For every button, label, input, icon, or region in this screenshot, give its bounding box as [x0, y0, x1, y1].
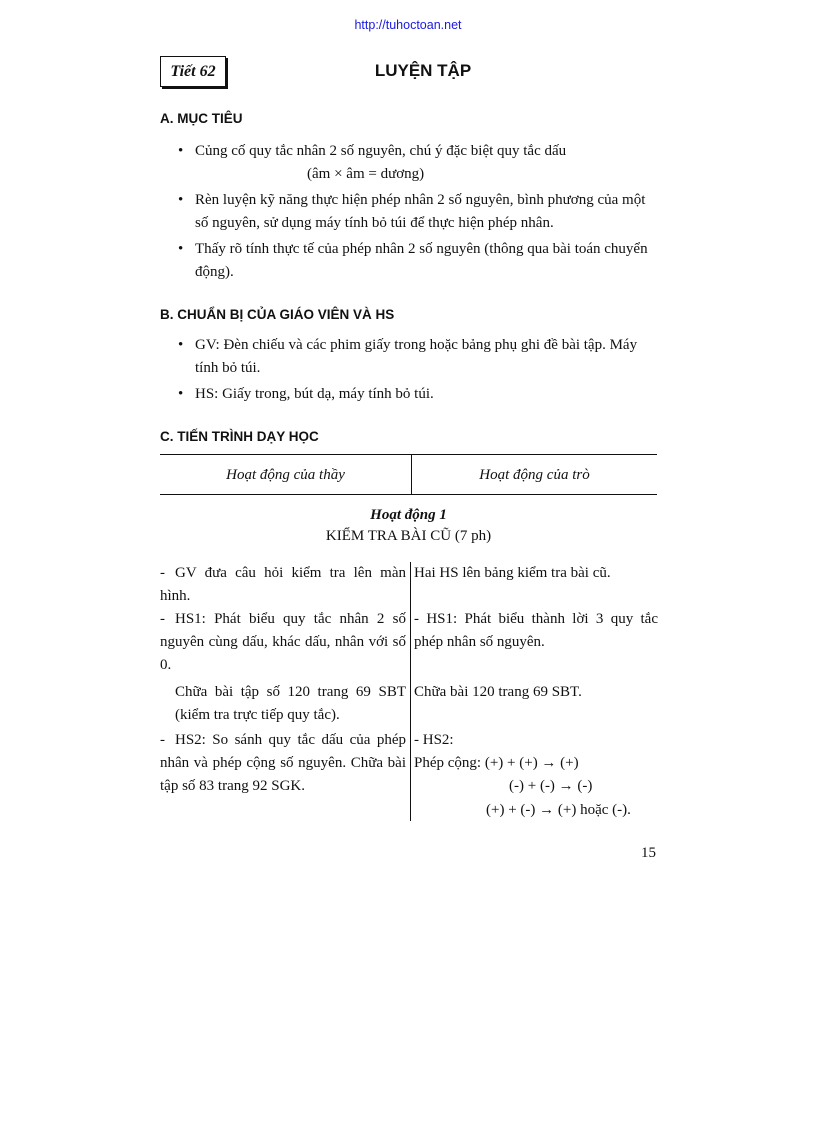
teacher-row — [160, 608, 406, 677]
list-item: • HS: Giấy trong, bút dạ, máy tính bỏ túi. — [178, 383, 660, 406]
student-row: Phép cộng: (+) + (+) → (+) — [414, 755, 579, 771]
section-b-heading: B. CHUẨN BỊ CỦA GIÁO VIÊN VÀ HS — [160, 307, 395, 322]
table-header — [160, 454, 657, 495]
teacher-row-text: Chữa bài tập số 120 trang 69 SBT (kiểm tra trực tiếp quy tắc). — [175, 684, 406, 723]
page-number: 15 — [641, 845, 656, 861]
column-header-teacher: Hoạt động của thầy — [160, 455, 412, 494]
teacher-row-text: HS1: Phát biểu quy tắc nhân 2 số nguyên cùng dấu, khác dấu, nhân với số 0. — [160, 611, 406, 673]
source-link[interactable]: http://tuhoctoan.net — [354, 18, 462, 32]
activity-title: KIỂM TRA BÀI CŨ (7 ph) — [325, 528, 492, 544]
teacher-row — [160, 729, 406, 798]
activity-label: Hoạt động 1 — [370, 507, 447, 523]
row-dash: - — [160, 565, 165, 581]
student-row: Hai HS lên bảng kiểm tra bài cũ. — [414, 565, 611, 581]
list-item: • GV: Đèn chiếu và các phim giấy trong hoặc bảng phụ ghi đề bài tập. Máy tính bỏ túi. — [178, 334, 660, 380]
student-row: Chữa bài 120 trang 69 SBT. — [414, 684, 582, 700]
column-divider — [410, 562, 411, 821]
section-a-list — [178, 140, 660, 287]
teacher-row — [160, 681, 406, 727]
list-item-formula: (âm × âm = dương) — [307, 166, 425, 182]
list-item: • Thấy rõ tính thực tế của phép nhân 2 số nguyên (thông qua bài toán chuyển động). — [178, 238, 660, 284]
list-item: • Rèn luyện kỹ năng thực hiện phép nhân 2 số nguyên, bình phương của một số nguyên, sử dụng máy tính bỏ túi để thực hiện phép nhân. — [178, 189, 660, 235]
row-dash: - — [160, 611, 165, 627]
teacher-row-text: HS2: So sánh quy tắc dấu của phép nhân và phép cộng số nguyên. Chữa bài tập số 83 trang 92 SGK. — [160, 732, 406, 794]
column-header-student: Hoạt động của trò — [479, 467, 590, 483]
list-item — [178, 140, 660, 186]
teacher-row — [160, 562, 406, 608]
student-row: - HS2: — [414, 732, 454, 748]
row-dash: - — [160, 732, 165, 748]
lesson-number-box: Tiết 62 — [160, 56, 226, 87]
list-item-text: Củng cố quy tắc nhân 2 số nguyên, chú ý đặc biệt quy tắc dấu — [195, 143, 567, 159]
student-row: (-) + (-) → (-) — [509, 778, 593, 794]
section-c-heading: C. TIẾN TRÌNH DẠY HỌC — [160, 429, 319, 444]
section-b-list — [178, 334, 660, 409]
page-title: LUYỆN TẬP — [374, 61, 472, 80]
section-a-heading: A. MỤC TIÊU — [160, 111, 243, 126]
teacher-row-text: GV đưa câu hỏi kiểm tra lên màn hình. — [160, 565, 406, 604]
student-row: (+) + (-) → (+) hoặc (-). — [486, 802, 631, 818]
student-row: - HS1: Phát biểu thành lời 3 quy tắc phép nhân số nguyên. — [414, 611, 658, 650]
